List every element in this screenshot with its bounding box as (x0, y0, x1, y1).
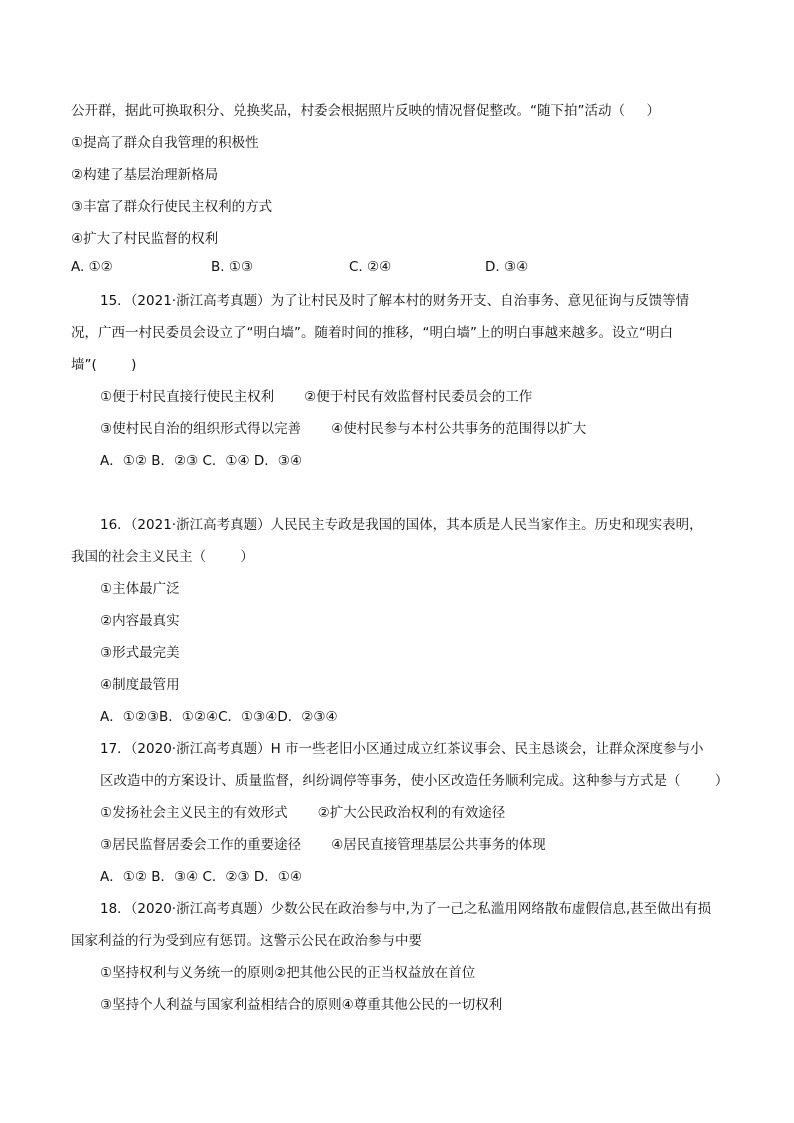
q15-item-4: ④使村民参与本村公共事务的范围得以扩大 (331, 421, 587, 437)
q14-stem: 公开群，据此可换取积分、兑换奖品，村委会根据照片反映的情况督促整改。“随下拍”活动（ ） (71, 103, 660, 119)
q15-item-2: ②便于村民有效监督村民委员会的工作 (304, 389, 533, 405)
q14-option-a: A. ①② (71, 259, 113, 275)
q14-option-c: C. ②④ (349, 259, 392, 275)
q17-stem-line-1: 17．（2020·浙江高考真题）H 市一些老旧小区通过成立红茶议事会、民主恳谈会，让群众深度参与小 (100, 741, 704, 757)
q15-stem-line-2: 况，广西一村民委员会设立了“明白墙”。随着时间的推移，“明白墙”上的明白事越来越多。设立“明白 (71, 325, 673, 341)
q16-item-1: ①主体最广泛 (100, 581, 180, 597)
q17-item-4: ④居民直接管理基层公共事务的体现 (331, 837, 546, 853)
q15-item-1: ①便于村民直接行使民主权利 (100, 389, 275, 405)
q16-stem-line-2: 我国的社会主义民主（ ） (71, 549, 254, 565)
q16-item-3: ③形式最完美 (100, 645, 180, 661)
q16-item-4: ④制度最管用 (100, 677, 180, 693)
q14-item-3: ③丰富了群众行使民主权利的方式 (71, 199, 273, 215)
q15-stem-line-3: 墙”( ) (71, 357, 137, 373)
q15-item-3: ③使村民自治的组织形式得以完善 (100, 421, 302, 437)
q17-item-2: ②扩大公民政治权利的有效途径 (317, 805, 506, 821)
q15-items-line-1 (100, 388, 532, 406)
q15-stem-line-1: 15．（2021·浙江高考真题）为了让村民及时了解本村的财务开支、自治事务、意见征询与反馈等情 (100, 293, 690, 309)
q14-item-1: ①提高了群众自我管理的积极性 (71, 135, 259, 151)
q16-item-2: ②内容最真实 (100, 613, 180, 629)
q18-items-line-1: ①坚持权利与义务统一的原则②把其他公民的正当权益放在首位 (100, 965, 476, 981)
q14-option-d: D. ③④ (485, 259, 529, 275)
q16-stem-line-1: 16．（2021·浙江高考真题）人民民主专政是我国的国体，其本质是人民当家作主。历史和现实表明， (100, 517, 703, 533)
q15-options: A．①② B．②③ C．①④ D．③④ (100, 453, 303, 469)
q17-options: A．①② B．③④ C．②③ D．①④ (100, 869, 303, 885)
q17-items-line-2 (100, 836, 546, 854)
q17-item-3: ③居民监督居委会工作的重要途径 (100, 837, 302, 853)
q18-stem-line-2: 国家利益的行为受到应有惩罚。这警示公民在政治参与中要 (71, 933, 422, 949)
q14-item-2: ②构建了基层治理新格局 (71, 167, 219, 183)
q16-options: A．①②③B．①②④C．①③④D．②③④ (100, 709, 338, 725)
q14-options (71, 258, 731, 276)
q17-items-line-1 (100, 804, 505, 822)
q17-stem-line-2: 区改造中的方案设计、质量监督，纠纷调停等事务，使小区改造任务顺利完成。这种参与方式是（ ） (100, 773, 729, 789)
q15-items-line-2 (100, 420, 586, 438)
q14-option-b: B. ①③ (211, 259, 254, 275)
q17-item-1: ①发扬社会主义民主的有效形式 (100, 805, 288, 821)
q18-stem-line-1: 18．（2020·浙江高考真题）少数公民在政治参与中,为了一己之私滥用网络散布虚假信息,甚至做出有损 (100, 901, 712, 917)
q18-items-line-2: ③坚持个人利益与国家利益相结合的原则④尊重其他公民的一切权利 (100, 997, 503, 1013)
q14-item-4: ④扩大了村民监督的权利 (71, 231, 219, 247)
